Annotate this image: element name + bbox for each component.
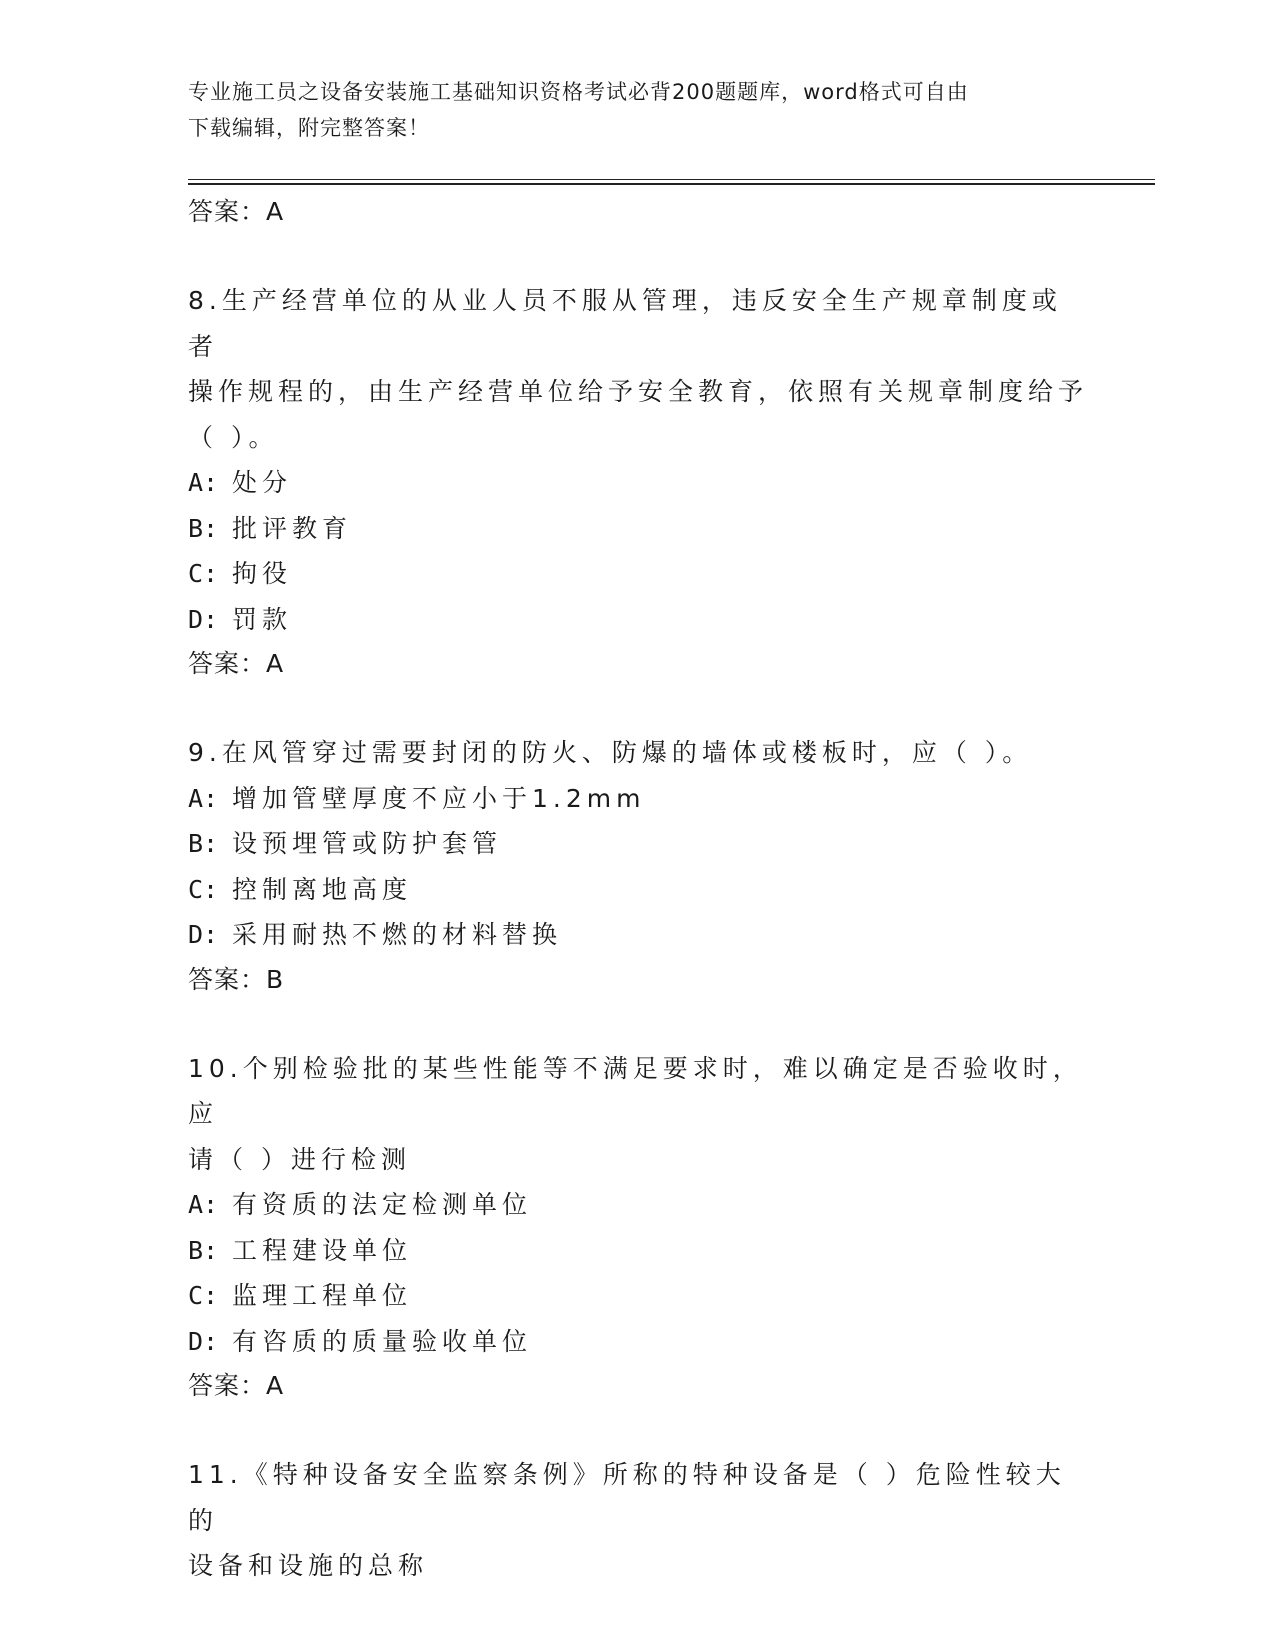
option-text: 批评教育 xyxy=(232,513,353,543)
option-text: 监理工程单位 xyxy=(232,1281,413,1310)
option-b xyxy=(188,821,1088,867)
option-letter: A: xyxy=(188,468,219,497)
header-line-1: 专业施工员之设备安装施工基础知识资格考试必背200题题库，word格式可自由 xyxy=(188,80,969,104)
option-text: 工程建设单位 xyxy=(232,1235,413,1265)
option-letter: C: xyxy=(188,874,219,904)
header-line-2: 下载编辑，附完整答案！ xyxy=(188,116,430,140)
previous-answer: 答案：A xyxy=(188,197,285,226)
question-line: 8.生产经营单位的从业人员不服从管理，违反安全生产规章制度或者 xyxy=(188,286,1062,361)
question-line: 10.个别检验批的某些性能等不满足要求时，难以确定是否验收时，应 xyxy=(188,1053,1083,1128)
option-letter: C: xyxy=(188,1281,219,1310)
question-block xyxy=(188,278,1088,686)
option-text: 控制离地高度 xyxy=(232,874,413,904)
option-text: 增加管壁厚度不应小于1.2mm xyxy=(232,783,646,813)
option-letter: B: xyxy=(188,513,219,543)
question-block xyxy=(188,1046,1088,1409)
option-d xyxy=(188,912,1088,958)
option-letter: D: xyxy=(188,604,219,634)
option-text: 拘役 xyxy=(232,559,293,588)
option-a xyxy=(188,776,1088,822)
question-line: 设备和设施的总称 xyxy=(188,1551,429,1580)
option-letter: D: xyxy=(188,920,219,949)
option-c xyxy=(188,1273,1088,1319)
option-text: 有咨质的质量验收单位 xyxy=(232,1326,533,1356)
answer-line: 答案：A xyxy=(188,649,285,678)
question-line: 操作规程的，由生产经营单位给予安全教育，依照有关规章制度给予 xyxy=(188,377,1089,406)
option-text: 采用耐热不燃的材料替换 xyxy=(232,920,563,949)
option-text: 有资质的法定检测单位 xyxy=(232,1190,533,1219)
question-block xyxy=(188,730,1088,1002)
option-a xyxy=(188,1182,1088,1228)
option-c xyxy=(188,551,1088,597)
option-letter: A: xyxy=(188,1190,219,1219)
document-header xyxy=(188,74,1068,146)
question-line: 请（ ）进行检测 xyxy=(188,1144,411,1174)
answer-line: 答案：B xyxy=(188,964,285,994)
option-letter: C: xyxy=(188,559,219,588)
spacer xyxy=(188,686,1088,730)
option-d xyxy=(188,1319,1088,1365)
question-block xyxy=(188,1452,1088,1589)
option-b xyxy=(188,1228,1088,1274)
option-letter: B: xyxy=(188,829,219,858)
option-letter: B: xyxy=(188,1235,219,1265)
option-text: 设预埋管或防护套管 xyxy=(232,829,503,858)
spacer xyxy=(188,1408,1088,1452)
spacer xyxy=(188,1002,1088,1046)
question-line: 11.《特种设备安全监察条例》所称的特种设备是（ ）危险性较大的 xyxy=(188,1460,1066,1535)
question-line: （ ）。 xyxy=(188,422,279,452)
option-letter: A: xyxy=(188,783,219,813)
option-c xyxy=(188,867,1088,913)
option-text: 罚款 xyxy=(232,604,293,634)
option-d xyxy=(188,597,1088,643)
header-rule-thin xyxy=(188,179,1155,180)
spacer xyxy=(188,234,1088,278)
header-rule-thick xyxy=(188,183,1155,185)
answer-line: 答案：A xyxy=(188,1371,285,1400)
question-line: 9.在风管穿过需要封闭的防火、防爆的墙体或楼板时，应（ ）。 xyxy=(188,738,1033,767)
option-b xyxy=(188,506,1088,552)
question-list xyxy=(188,190,1088,1589)
option-letter: D: xyxy=(188,1326,219,1356)
option-a xyxy=(188,460,1088,506)
option-text: 处分 xyxy=(232,468,293,497)
